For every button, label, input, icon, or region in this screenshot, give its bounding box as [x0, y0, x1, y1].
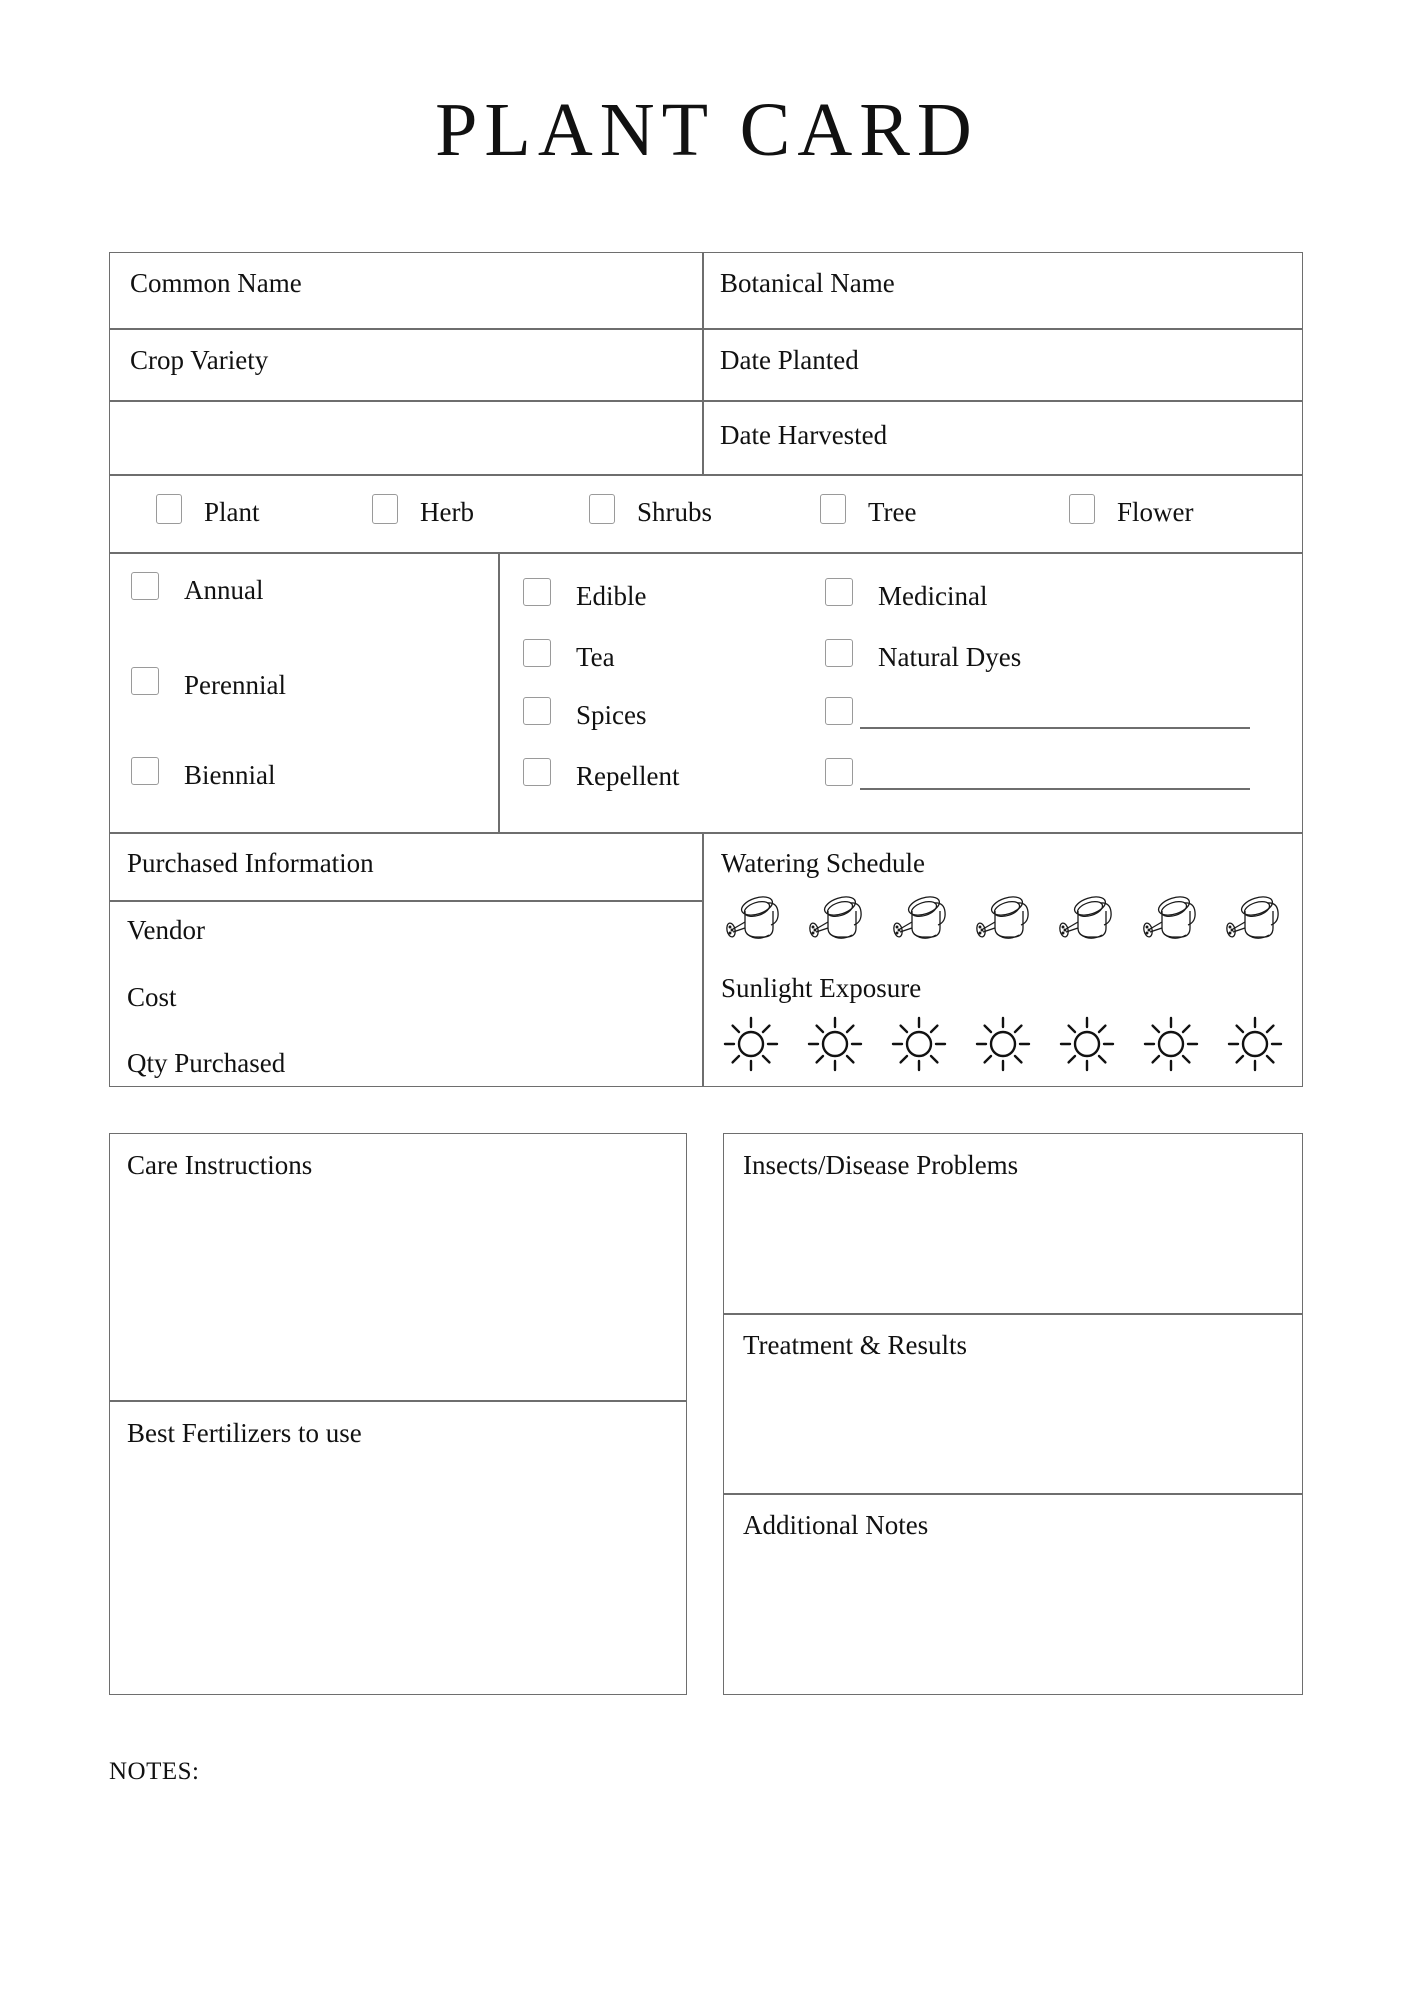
- label-common-name: Common Name: [130, 268, 302, 298]
- checkbox-natural-dyes[interactable]: [825, 639, 1105, 677]
- checkbox-custom-use-2[interactable]: [825, 758, 1265, 796]
- checkbox-annual[interactable]: [131, 572, 331, 610]
- sun-icon[interactable]: [1143, 1016, 1199, 1077]
- checkbox-label-tree: Tree: [868, 497, 917, 527]
- divider-uses-row: [109, 832, 1303, 834]
- checkbox-label-repellent: Repellent: [576, 761, 680, 791]
- divider-type-row: [109, 552, 1303, 554]
- notes-label: NOTES:: [109, 1758, 200, 1785]
- label-date-planted: Date Planted: [720, 345, 859, 375]
- checkbox-box-custom-use-2[interactable]: [825, 758, 853, 786]
- checkbox-box-perennial[interactable]: [131, 667, 159, 695]
- checkbox-label-spices: Spices: [576, 700, 647, 730]
- checkbox-box-tea[interactable]: [523, 639, 551, 667]
- checkbox-box-spices[interactable]: [523, 697, 551, 725]
- sun-icon[interactable]: [975, 1016, 1031, 1077]
- watering-schedule-icons[interactable]: [723, 892, 1283, 950]
- label-insects-disease-problems: Insects/Disease Problems: [743, 1150, 1019, 1180]
- label-date-harvested: Date Harvested: [720, 420, 888, 450]
- checkbox-box-shrubs[interactable]: [589, 494, 615, 524]
- checkbox-label-medicinal: Medicinal: [878, 581, 988, 611]
- checkbox-label-annual: Annual: [184, 575, 264, 605]
- heading-sunlight-exposure: Sunlight Exposure: [721, 973, 922, 1003]
- checkbox-shrubs[interactable]: [589, 492, 719, 528]
- label-treatment-results: Treatment & Results: [743, 1330, 968, 1360]
- sunlight-exposure-icons[interactable]: [723, 1018, 1283, 1074]
- watering-can-icon[interactable]: [723, 892, 783, 951]
- divider-care-fertilizer: [109, 1400, 687, 1402]
- label-vendor: Vendor: [127, 915, 205, 945]
- label-additional-notes: Additional Notes: [743, 1510, 929, 1540]
- checkbox-perennial[interactable]: [131, 667, 331, 705]
- label-best-fertilizers: Best Fertilizers to use: [127, 1418, 362, 1448]
- divider-insects-treatment: [723, 1313, 1303, 1315]
- checkbox-box-biennial[interactable]: [131, 757, 159, 785]
- checkbox-herb[interactable]: [372, 492, 482, 528]
- checkbox-box-medicinal[interactable]: [825, 578, 853, 606]
- write-in-line-1[interactable]: [860, 727, 1250, 729]
- checkbox-box-natural-dyes[interactable]: [825, 639, 853, 667]
- checkbox-box-tree[interactable]: [820, 494, 846, 524]
- label-crop-variety: Crop Variety: [130, 345, 269, 375]
- write-in-line-2[interactable]: [860, 788, 1250, 790]
- checkbox-box-annual[interactable]: [131, 572, 159, 600]
- watering-can-icon[interactable]: [973, 892, 1033, 951]
- checkbox-box-herb[interactable]: [372, 494, 398, 524]
- label-cost: Cost: [127, 982, 177, 1012]
- checkbox-label-edible: Edible: [576, 581, 647, 611]
- heading-watering-schedule: Watering Schedule: [721, 848, 926, 878]
- label-botanical-name: Botanical Name: [720, 268, 895, 298]
- checkbox-label-shrubs: Shrubs: [637, 497, 713, 527]
- checkbox-box-repellent[interactable]: [523, 758, 551, 786]
- checkbox-tea[interactable]: [523, 639, 723, 677]
- sun-icon[interactable]: [1059, 1016, 1115, 1077]
- divider-treatment-notes: [723, 1493, 1303, 1495]
- checkbox-spices[interactable]: [523, 697, 723, 735]
- checkbox-flower[interactable]: [1069, 492, 1209, 528]
- insects-treatment-panel: [723, 1133, 1303, 1695]
- checkbox-custom-use-1[interactable]: [825, 697, 1265, 735]
- watering-can-icon[interactable]: [890, 892, 950, 951]
- watering-can-icon[interactable]: [1056, 892, 1116, 951]
- checkbox-biennial[interactable]: [131, 757, 331, 795]
- sun-icon[interactable]: [1227, 1016, 1283, 1077]
- checkbox-box-plant[interactable]: [156, 494, 182, 524]
- heading-purchased-information: Purchased Information: [127, 848, 374, 878]
- sun-icon[interactable]: [723, 1016, 779, 1077]
- checkbox-label-plant: Plant: [204, 497, 260, 527]
- divider-col-uses: [498, 552, 500, 832]
- watering-can-icon[interactable]: [806, 892, 866, 951]
- divider-col-purchased: [702, 832, 704, 1087]
- divider-row1: [109, 328, 1303, 330]
- sun-icon[interactable]: [891, 1016, 947, 1077]
- checkbox-tree[interactable]: [820, 492, 930, 528]
- checkbox-box-custom-use-1[interactable]: [825, 697, 853, 725]
- checkbox-label-perennial: Perennial: [184, 670, 286, 700]
- checkbox-label-herb: Herb: [420, 497, 474, 527]
- care-fertilizer-panel: [109, 1133, 687, 1695]
- divider-col-identity: [702, 252, 704, 474]
- checkbox-label-flower: Flower: [1117, 497, 1194, 527]
- label-care-instructions: Care Instructions: [127, 1150, 313, 1180]
- divider-date-harvested: [702, 400, 1303, 402]
- watering-can-icon[interactable]: [1140, 892, 1200, 951]
- page-title: PLANT CARD: [435, 88, 979, 172]
- checkbox-box-edible[interactable]: [523, 578, 551, 606]
- checkbox-edible[interactable]: [523, 578, 723, 616]
- checkbox-label-biennial: Biennial: [184, 760, 276, 790]
- label-qty-purchased: Qty Purchased: [127, 1048, 286, 1078]
- checkbox-plant[interactable]: [156, 492, 266, 528]
- watering-can-icon[interactable]: [1223, 892, 1283, 951]
- divider-row3: [109, 474, 1303, 476]
- sun-icon[interactable]: [807, 1016, 863, 1077]
- checkbox-label-tea: Tea: [576, 642, 615, 672]
- checkbox-box-flower[interactable]: [1069, 494, 1095, 524]
- checkbox-medicinal[interactable]: [825, 578, 1085, 616]
- checkbox-repellent[interactable]: [523, 758, 743, 796]
- checkbox-label-natural-dyes: Natural Dyes: [878, 642, 1022, 672]
- divider-purchased-heading: [109, 900, 702, 902]
